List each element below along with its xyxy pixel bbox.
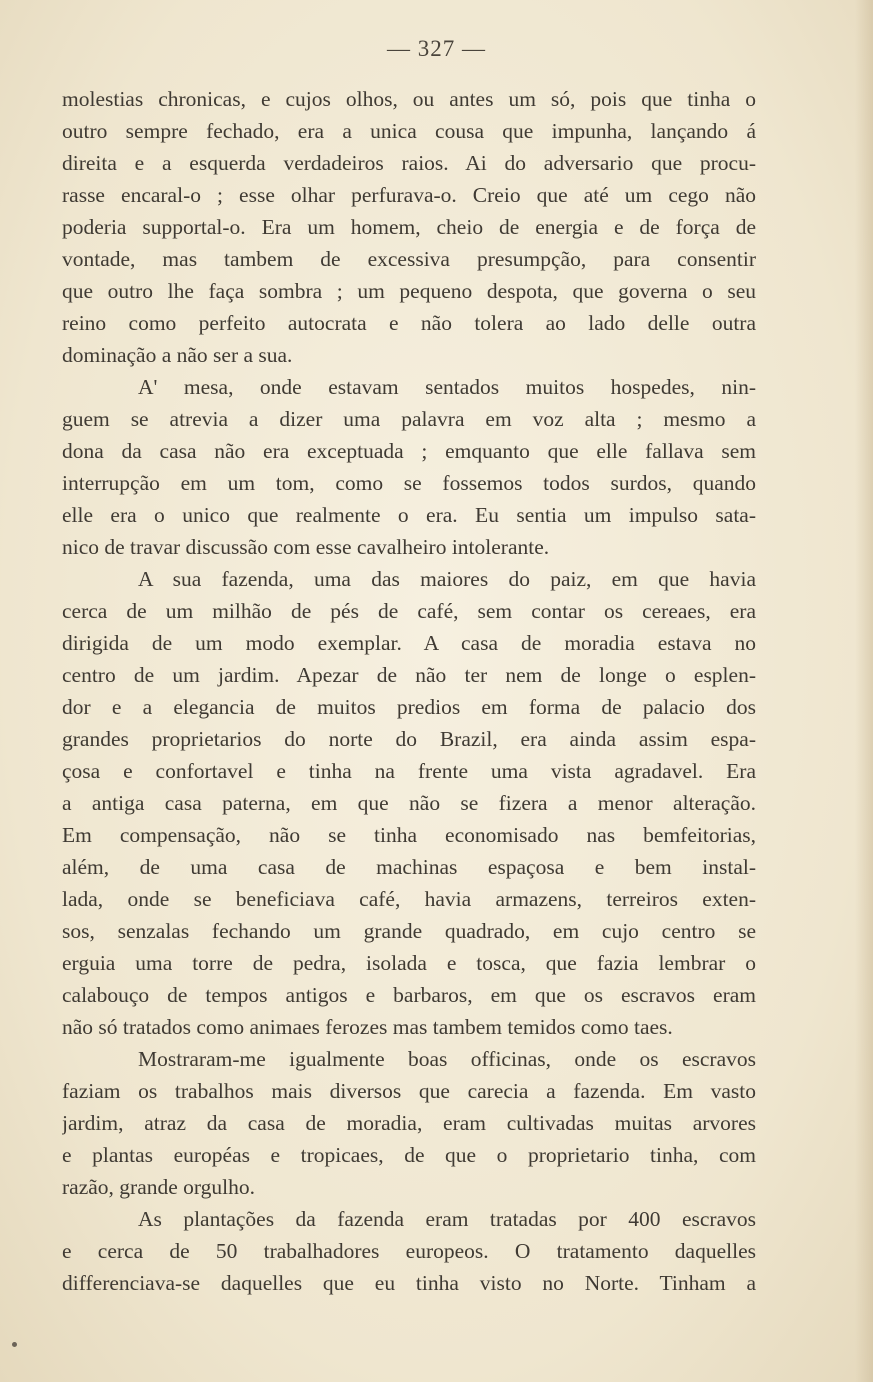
text-line: direita e a esquerda verdadeiros raios. Ai do adversario que procu-	[62, 151, 756, 175]
text-line: molestias chronicas, e cujos olhos, ou antes um só, pois que tinha o	[62, 87, 756, 111]
text-line: além, de uma casa de machinas espaçosa e bem instal-	[62, 855, 756, 879]
text-line: e plantas européas e tropicaes, de que o proprietario tinha, com	[62, 1143, 756, 1167]
margin-speck	[12, 1342, 17, 1347]
text-line: erguia uma torre de pedra, isolada e tosca, que fazia lembrar o	[62, 951, 756, 975]
page-number: — 327 —	[387, 36, 486, 61]
page-edge-shadow	[855, 0, 873, 1382]
text-line: çosa e confortavel e tinha na frente uma vista agradavel. Era	[62, 759, 756, 783]
paragraph-start-line: Mostraram-me igualmente boas officinas, onde os escravos	[138, 1047, 756, 1071]
text-line: dirigida de um modo exemplar. A casa de moradia estava no	[62, 631, 756, 655]
text-line: lada, onde se beneficiava café, havia armazens, terreiros exten-	[62, 887, 756, 911]
text-line: calabouço de tempos antigos e barbaros, em que os escravos eram	[62, 983, 756, 1007]
text-line: outro sempre fechado, era a unica cousa que impunha, lançando á	[62, 119, 756, 143]
text-line: nico de travar discussão com esse cavalheiro intolerante.	[62, 535, 550, 559]
text-line: dominação a não ser a sua.	[62, 343, 293, 367]
text-line: reino como perfeito autocrata e não tolera ao lado delle outra	[62, 311, 756, 335]
text-line: vontade, mas tambem de excessiva presumpção, para consentir	[62, 247, 756, 271]
text-line: a antiga casa paterna, em que não se fizera a menor alteração.	[62, 791, 756, 815]
text-line: differenciava-se daquelles que eu tinha visto no Norte. Tinham a	[62, 1271, 756, 1295]
text-line: grandes proprietarios do norte do Brazil, era ainda assim espa-	[62, 727, 756, 751]
text-line: dona da casa não era exceptuada ; emquanto que elle fallava sem	[62, 439, 756, 463]
text-line: elle era o unico que realmente o era. Eu sentia um impulso sata-	[62, 503, 756, 527]
text-line: poderia supportal-o. Era um homem, cheio de energia e de força de	[62, 215, 756, 239]
text-line: que outro lhe faça sombra ; um pequeno despota, que governa o seu	[62, 279, 756, 303]
text-line: dor e a elegancia de muitos predios em forma de palacio dos	[62, 695, 756, 719]
text-line: Em compensação, não se tinha economisado nas bemfeitorias,	[62, 823, 756, 847]
text-line: e cerca de 50 trabalhadores europeos. O tratamento daquelles	[62, 1239, 756, 1263]
text-line: cerca de um milhão de pés de café, sem contar os cereaes, era	[62, 599, 756, 623]
text-line: interrupção em um tom, como se fossemos todos surdos, quando	[62, 471, 756, 495]
paragraph-start-line: As plantações da fazenda eram tratadas por 400 escravos	[138, 1207, 756, 1231]
body-text	[62, 83, 756, 1299]
text-line: jardim, atraz da casa de moradia, eram cultivadas muitas arvores	[62, 1111, 756, 1135]
text-line: guem se atrevia a dizer uma palavra em voz alta ; mesmo a	[62, 407, 756, 431]
text-line: centro de um jardim. Apezar de não ter nem de longe o esplen-	[62, 663, 756, 687]
paragraph-start-line: A' mesa, onde estavam sentados muitos hospedes, nin-	[138, 375, 756, 399]
text-line: não só tratados como animaes ferozes mas tambem temidos como taes.	[62, 1015, 673, 1039]
text-line: faziam os trabalhos mais diversos que carecia a fazenda. Em vasto	[62, 1079, 756, 1103]
paragraph-start-line: A sua fazenda, uma das maiores do paiz, em que havia	[138, 567, 756, 591]
text-line: sos, senzalas fechando um grande quadrado, em cujo centro se	[62, 919, 756, 943]
text-line: razão, grande orgulho.	[62, 1175, 256, 1199]
text-line: rasse encaral-o ; esse olhar perfurava-o. Creio que até um cego não	[62, 183, 756, 207]
